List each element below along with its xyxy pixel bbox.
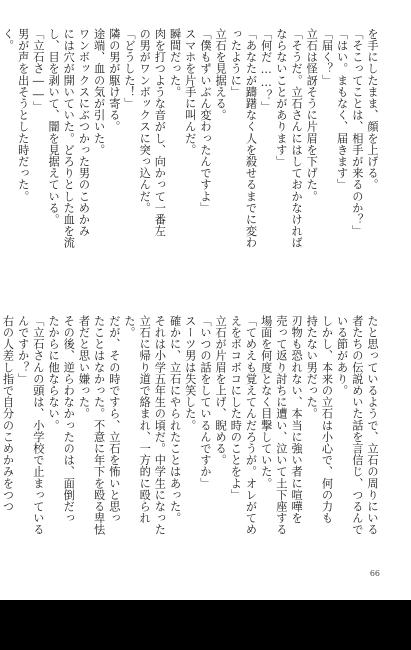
text-column: 売って返り討ちに遭い、泣いて土下座する	[274, 315, 288, 536]
text-column: スーツ男は失笑した。	[183, 315, 197, 431]
text-block-lower	[1, 315, 380, 563]
text-column: 場面を何度となく目撃していた。	[259, 315, 273, 489]
text-column: 立石が片眉を上げ、睨める。	[214, 315, 228, 466]
text-column: 立石は怪訝そうに片眉を下げた。	[305, 28, 319, 202]
text-column: し、目を剥いて、闇を見据えている。	[47, 28, 61, 226]
text-column: んですか？」	[16, 315, 30, 385]
text-column: 刃物も恐れない、本当に強い者に喧嘩を	[290, 315, 304, 524]
bottom-bar	[0, 600, 411, 650]
text-column: く。	[1, 28, 15, 52]
text-column: 「立石さんの頭は、小学校で止まっている	[31, 315, 45, 536]
text-column: それは小学五年生の頃だ。中学生になった	[153, 315, 167, 536]
text-column: 者たちの伝説めいた話を言信じ、つるんで	[350, 315, 364, 536]
text-column: 者だと思い嫌った。	[77, 315, 91, 420]
text-column: 持たない男だった。	[305, 315, 319, 420]
text-column: 「届く？」	[320, 28, 334, 86]
text-column: た。	[123, 315, 136, 339]
text-column: を手にしたまま、顔を上げる。	[366, 28, 379, 191]
text-column: 確かに、立石にやられたことはあった。	[168, 315, 182, 524]
text-column: 「僕もずいぶん変わったんですよ」	[198, 28, 212, 214]
text-column: 肉を打つような音がし、向かって一番左	[153, 28, 167, 237]
text-column: ワンボックスにぶつかった男のこめかみ	[77, 28, 91, 237]
text-column: 男が声を出そうとした時だった。	[16, 28, 30, 202]
text-column: 「どうした！」	[123, 28, 136, 110]
text-column: 隣の男が駆け寄る。	[107, 28, 121, 133]
text-column: ならないことがあります」	[274, 28, 288, 168]
text-column: スマホを片手に叫んだ。	[183, 28, 197, 156]
text-column: 「そこってことは、相手が来るのか？」	[350, 28, 364, 237]
text-column: 「何だ……？」	[259, 28, 273, 113]
text-column: 右の人差し指で自分のこめかみをつつ	[1, 315, 15, 513]
text-column: 「てめえも覚えてんだろうが。オレがてめ	[244, 315, 258, 536]
text-column: 途端、血の気が引いた。	[92, 28, 106, 156]
text-column: だが、その時ですら、立石を怖いと思っ	[107, 315, 121, 524]
text-column: 立石に帰り道で絡まれ、一方的に殴られ	[138, 315, 152, 524]
text-block-upper	[1, 28, 380, 303]
text-column: 「あなたが躊躇なく人を殺せるまでに変わ	[244, 28, 258, 249]
text-column: たからに他ならない。	[47, 315, 61, 431]
text-column: 「はい。まもなく、届きます」	[335, 28, 349, 191]
page-number: 66	[369, 569, 380, 578]
text-column: いる節があり。	[335, 315, 349, 397]
text-column: しかし、本来の立石は小心で、何の力も	[320, 315, 334, 524]
text-column: 立石を見据える。	[214, 28, 228, 121]
text-column: 「そうだ。立石さんにはしておかなければ	[290, 28, 304, 249]
text-column: には穴が開いていた。どろりとした血を流	[62, 28, 76, 249]
text-column: 「いつの話をしているんですか」	[198, 315, 212, 489]
text-column: ったように」	[229, 28, 243, 98]
text-column: 「立石さ――」	[31, 28, 45, 113]
text-column: えをボコボコにした時のことをよ」	[229, 315, 243, 501]
text-column: たことはなかった。不意に年下を殴る卑怯	[92, 315, 106, 536]
text-column: の男がワンボックスに突っ込んだ。	[138, 28, 152, 214]
text-column: その後、逆らわなかったのは、面倒だっ	[62, 315, 76, 524]
text-column: たと思っているようで、立石の周りにいる	[366, 315, 379, 536]
text-column: 瞬間だった。	[168, 28, 182, 98]
